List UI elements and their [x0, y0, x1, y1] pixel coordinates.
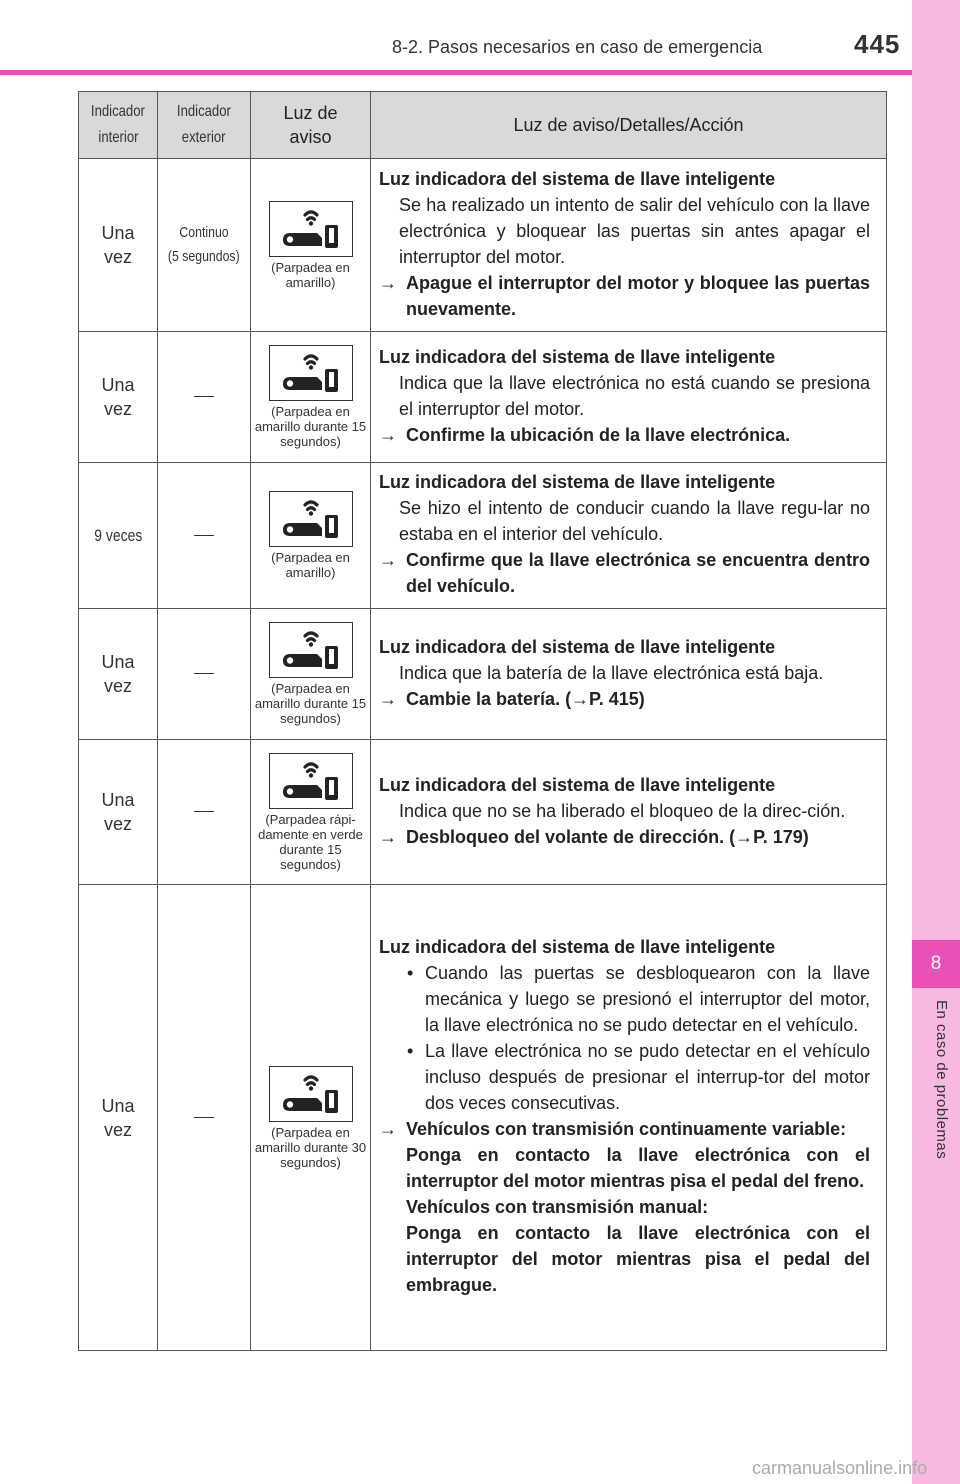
header-luz-de-aviso: Luz de aviso [251, 92, 371, 159]
light-caption: (Parpadea en amarillo durante 15 segundos) [254, 681, 367, 726]
table-header-row [79, 92, 887, 159]
warning-title: Luz indicadora del sistema de llave inteligente [379, 168, 776, 189]
page-number: 445 [854, 29, 901, 59]
no-indicator-dash [194, 1117, 214, 1118]
arrow-icon: → [379, 688, 397, 709]
header-rule [0, 70, 912, 75]
no-indicator-dash [194, 811, 214, 812]
header-detalles: Luz de aviso/Detalles/Acción [371, 92, 887, 159]
watermark: carmanualsonline.info [752, 1458, 928, 1478]
smart-key-indicator-icon [269, 345, 353, 401]
table-row [79, 159, 887, 332]
chapter-side-tab [912, 0, 960, 1484]
smart-key-indicator-icon [269, 201, 353, 257]
warning-action: → Confirme la ubicación de la llave electrónica. [379, 422, 870, 448]
chapter-number: 8 [912, 940, 960, 988]
smart-key-indicator-icon [269, 1066, 353, 1122]
warning-title: Luz indicadora del sistema de llave inteligente [379, 774, 776, 795]
indicator-exterior: Continuo [179, 224, 229, 241]
indicator-interior: 9 veces [93, 525, 143, 545]
smart-key-indicator-icon [269, 491, 353, 547]
warning-title: Luz indicadora del sistema de llave inteligente [379, 636, 776, 657]
no-indicator-dash [194, 673, 214, 674]
arrow-icon: → [379, 1119, 397, 1139]
table-row [79, 885, 887, 1351]
light-caption: (Parpadea en amarillo durante 15 segundos) [254, 404, 367, 449]
warning-action: → Apague el interruptor del motor y bloquee las puertas nuevamente. [379, 270, 870, 322]
list-item: • La llave electrónica no se pudo detectar en el vehículo incluso después de presionar el interrup-tor del motor dos veces consecutivas. [407, 1041, 870, 1113]
arrow-icon: → [379, 826, 397, 847]
warning-details: Indica que la batería de la llave electrónica está baja. [399, 662, 824, 683]
indicator-interior: Una vez [101, 790, 135, 834]
header-indicador-exterior: Indicador exterior [158, 92, 251, 159]
indicator-interior: Una vez [101, 1095, 135, 1140]
warning-action: → Cambie la batería. (→P. 415) [379, 686, 870, 712]
indicator-exterior-duration: (5 segundos) [168, 248, 240, 265]
light-caption: (Parpadea en amarillo) [271, 259, 350, 290]
warning-title: Luz indicadora del sistema de llave inteligente [379, 346, 776, 367]
no-indicator-dash [194, 535, 214, 536]
warning-details: Se ha realizado un intento de salir del vehículo con la llave electrónica y bloquear las puertas sin antes apagar el interruptor del motor. [399, 194, 870, 267]
warning-action: → Desbloqueo del volante de dirección. (→P. 179) [379, 824, 870, 850]
light-caption: (Parpadea en amarillo) [271, 550, 350, 580]
section-title: 8-2. Pasos necesarios en caso de emergencia [392, 37, 763, 57]
warning-details: Se hizo el intento de conducir cuando la llave regu-lar no estaba en el interior del vehículo. [399, 498, 870, 544]
light-caption: (Parpadea en amarillo durante 30 segundos) [254, 1124, 367, 1170]
indicator-interior: Una vez [101, 223, 135, 267]
indicator-interior: Una vez [101, 375, 135, 419]
chapter-label: En caso de problemas [933, 1000, 950, 1160]
header-indicador-interior: Indicador interior [79, 92, 158, 159]
warning-details: Indica que la llave electrónica no está cuando se presiona el interruptor del motor. [399, 372, 870, 419]
warning-light-table [78, 91, 887, 1351]
warning-details: Indica que no se ha liberado el bloqueo de la direc-ción. [399, 800, 846, 821]
warning-title: Luz indicadora del sistema de llave inteligente [379, 937, 776, 957]
smart-key-indicator-icon [269, 753, 353, 809]
smart-key-indicator-icon [269, 622, 353, 678]
indicator-interior: Una vez [101, 652, 135, 696]
table-row [79, 740, 887, 885]
table-row [79, 609, 887, 740]
light-caption: (Parpadea rápi-damente en verde durante 15 segundos) [258, 811, 363, 872]
no-indicator-dash [194, 396, 214, 397]
table-row [79, 463, 887, 609]
arrow-icon: → [379, 272, 397, 293]
warning-title: Luz indicadora del sistema de llave inteligente [379, 472, 776, 492]
warning-action: → Confirme que la llave electrónica se encuentra dentro del vehículo. [379, 547, 870, 599]
warning-action: → Vehículos con transmisión continuamente variable: Ponga en contacto la llave electrónica con el interruptor del motor mientras pisa el pedal del freno. Vehículos con transmisión manual: Ponga en contacto la llave electrónica con el interruptor del motor mientras pisa el pedal del embrague. [379, 1116, 870, 1298]
list-item: • Cuando las puertas se desbloquearon con la llave mecánica y luego se presionó el interruptor del motor, la llave electrónica no se pudo detectar en el vehículo. [407, 963, 870, 1035]
arrow-icon: → [379, 424, 397, 445]
arrow-icon: → [379, 550, 397, 570]
table-row [79, 332, 887, 463]
